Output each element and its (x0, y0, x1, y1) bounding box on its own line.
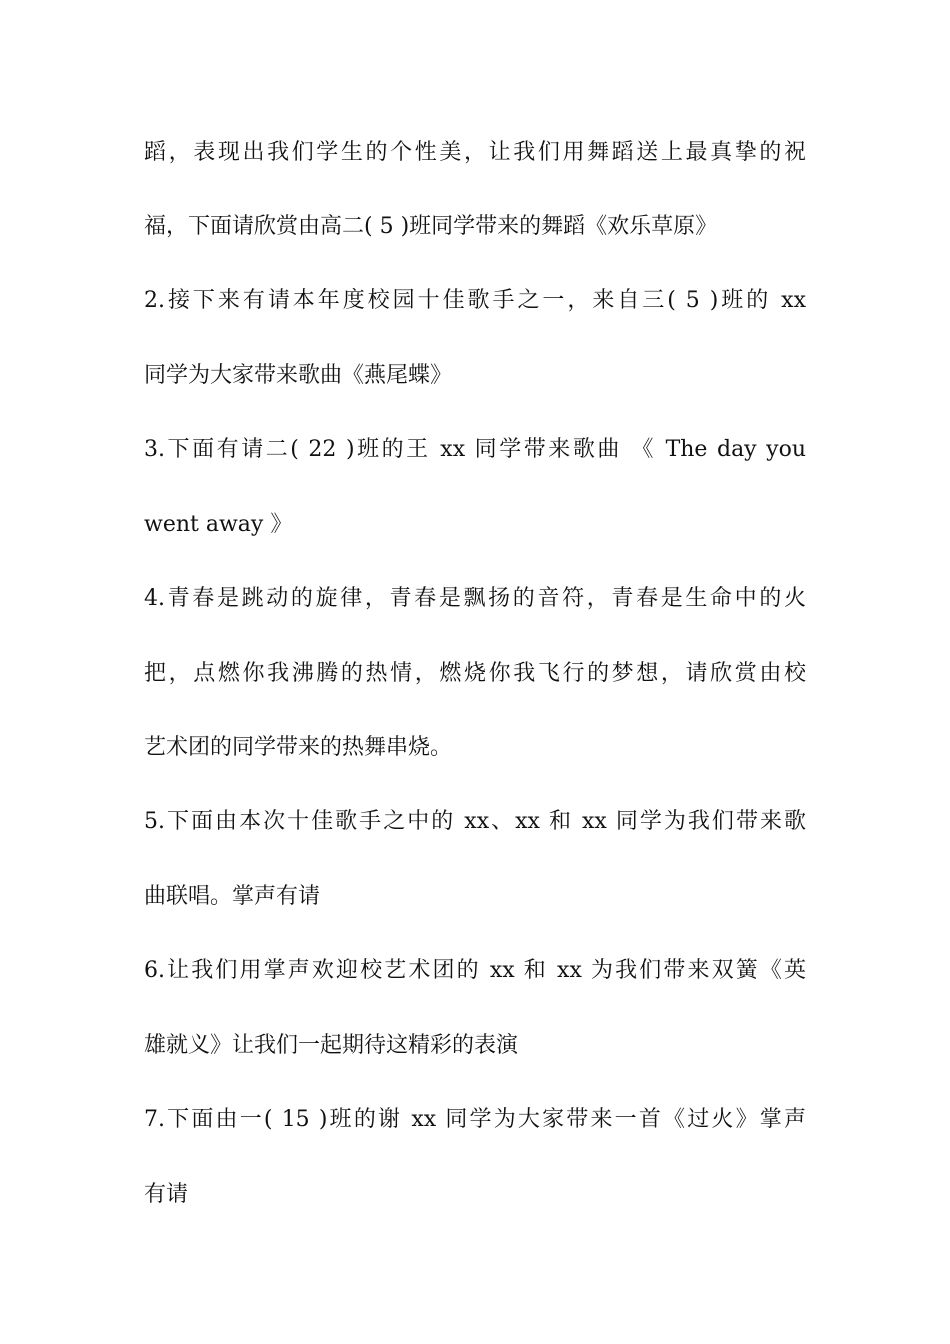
text-line-5: 3.下面有请二( 22 )班的王 xx 同学带来歌曲 《 The day you (144, 437, 806, 462)
text-line-12: 6.让我们用掌声欢迎校艺术团的 xx 和 xx 为我们带来双簧《英 (144, 958, 806, 983)
text-line-9: 艺术团的同学带来的热舞串烧。 (144, 735, 453, 760)
text-line-10: 5.下面由本次十佳歌手之中的 xx、xx 和 xx 同学为我们带来歌 (144, 809, 806, 834)
text-line-6: went away 》 (144, 512, 293, 537)
text-line-4: 同学为大家带来歌曲《燕尾蝶》 (144, 363, 453, 388)
text-line-11: 曲联唱。掌声有请 (144, 884, 321, 909)
text-line-3: 2.接下来有请本年度校园十佳歌手之一，来自三( 5 )班的 xx (144, 288, 806, 313)
text-line-14: 7.下面由一( 15 )班的谢 xx 同学为大家带来一首《过火》掌声 (144, 1107, 806, 1132)
text-line-7: 4.青春是跳动的旋律，青春是飘扬的音符，青春是生命中的火 (144, 586, 806, 611)
text-line-15: 有请 (144, 1182, 189, 1207)
text-line-8: 把，点燃你我沸腾的热情，燃烧你我飞行的梦想，请欣赏由校 (144, 661, 806, 686)
text-line-1: 蹈，表现出我们学生的个性美，让我们用舞蹈送上最真挚的祝 (144, 140, 806, 165)
text-line-2: 福，下面请欣赏由高二( 5 )班同学带来的舞蹈《欢乐草原》 (144, 214, 718, 239)
text-line-13: 雄就义》让我们一起期待这精彩的表演 (144, 1033, 519, 1058)
